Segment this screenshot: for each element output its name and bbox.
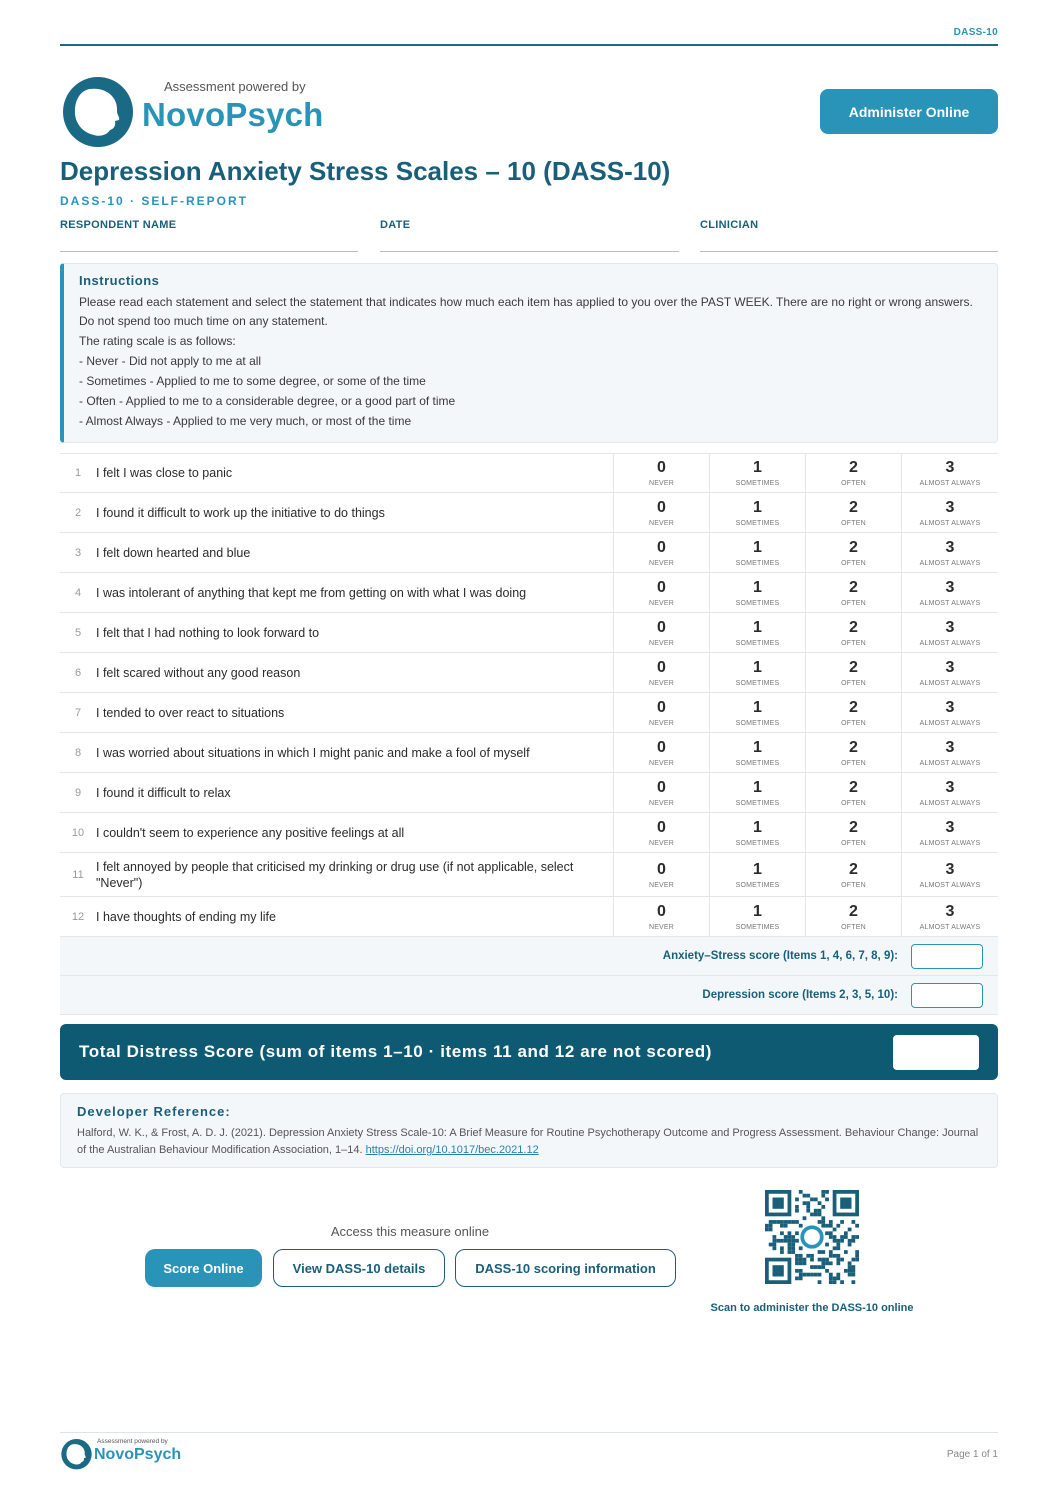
response-option[interactable] xyxy=(806,533,902,572)
option-label: OFTEN xyxy=(841,799,866,807)
scale-line: - Sometimes - Applied to me to some degree, or some of the time xyxy=(79,374,426,388)
head-profile-icon xyxy=(60,75,136,148)
logo-wordmark: NovoPsych xyxy=(142,96,324,133)
response-option[interactable] xyxy=(710,773,806,812)
response-option[interactable] xyxy=(902,853,998,896)
item-row xyxy=(60,773,998,813)
option-label: SOMETIMES xyxy=(735,480,780,487)
response-option[interactable] xyxy=(902,493,998,532)
option-value: 2 xyxy=(849,818,858,836)
option-value: 1 xyxy=(753,538,762,556)
option-label: NEVER xyxy=(648,639,675,647)
item-row xyxy=(60,897,998,937)
option-label: OFTEN xyxy=(841,599,866,607)
item-number: 5 xyxy=(74,626,82,639)
option-label: SOMETIMES xyxy=(735,639,780,647)
item-number: 8 xyxy=(74,746,82,759)
response-option[interactable] xyxy=(806,813,902,852)
option-label: SOMETIMES xyxy=(735,719,780,727)
option-label: ALMOST ALWAYS xyxy=(919,839,981,847)
item-statement: I was worried about situations in which I might panic and make a fool of myself xyxy=(96,733,614,772)
option-label: OFTEN xyxy=(841,679,866,687)
option-label: OFTEN xyxy=(841,719,866,727)
item-row xyxy=(60,613,998,653)
footer-wordmark: NovoPsych xyxy=(94,1446,182,1463)
option-label: OFTEN xyxy=(841,923,866,931)
item-statement: I felt that I had nothing to look forward to xyxy=(96,613,614,652)
option-value: 3 xyxy=(945,618,955,636)
item-number: 4 xyxy=(74,586,82,599)
administer-online-button[interactable]: Administer Online xyxy=(820,89,998,134)
option-label: SOMETIMES xyxy=(735,759,780,767)
option-label: ALMOST ALWAYS xyxy=(919,599,981,607)
item-statement: I felt annoyed by people that criticised my drinking or drug use (if not applicable, select "Never") xyxy=(96,853,614,896)
option-label: NEVER xyxy=(648,599,675,607)
item-statement: I tended to over react to situations xyxy=(96,693,614,732)
option-label: ALMOST ALWAYS xyxy=(919,679,981,687)
option-label: OFTEN xyxy=(841,519,866,527)
option-value: 2 xyxy=(849,538,858,556)
response-option[interactable] xyxy=(614,733,710,772)
response-option[interactable] xyxy=(806,653,902,692)
item-row xyxy=(60,813,998,853)
option-value: 0 xyxy=(657,902,666,920)
option-value: 2 xyxy=(849,459,858,476)
response-option[interactable] xyxy=(710,733,806,772)
item-number: 3 xyxy=(74,546,82,559)
scale-line: - Almost Always - Applied to me very much, or most of the time xyxy=(79,414,412,428)
option-label: SOMETIMES xyxy=(735,599,780,607)
page-number: Page 1 of 1 xyxy=(946,1449,998,1460)
option-value: 2 xyxy=(849,860,858,878)
option-value: 3 xyxy=(945,738,955,756)
option-label: NEVER xyxy=(648,881,675,889)
option-label: SOMETIMES xyxy=(735,799,780,807)
option-label: OFTEN xyxy=(841,839,866,847)
option-label: SOMETIMES xyxy=(735,839,780,847)
scale-line: - Never - Did not apply to me at all xyxy=(79,354,262,368)
option-label: SOMETIMES xyxy=(735,923,780,931)
option-label: NEVER xyxy=(648,519,675,527)
option-label: NEVER xyxy=(648,923,675,931)
item-row xyxy=(60,453,998,493)
item-statement: I couldn't seem to experience any positive feelings at all xyxy=(96,813,614,852)
response-option[interactable] xyxy=(710,853,806,896)
total-score-box[interactable] xyxy=(893,1035,979,1070)
option-label: OFTEN xyxy=(841,881,866,889)
response-option[interactable] xyxy=(902,613,998,652)
option-label: OFTEN xyxy=(841,759,866,767)
instructions-scale-intro: The rating scale is as follows: xyxy=(79,334,236,348)
response-option[interactable] xyxy=(806,454,902,492)
option-label: ALMOST ALWAYS xyxy=(919,881,981,889)
total-distress-bar xyxy=(60,1024,998,1080)
response-option[interactable] xyxy=(710,653,806,692)
response-option[interactable] xyxy=(614,573,710,612)
item-row xyxy=(60,493,998,533)
option-value: 0 xyxy=(657,578,666,596)
option-value: 3 xyxy=(945,860,955,878)
depression-score-row xyxy=(60,976,998,1015)
response-option[interactable] xyxy=(806,613,902,652)
response-option[interactable] xyxy=(806,493,902,532)
response-option[interactable] xyxy=(806,897,902,936)
date-label: DATE xyxy=(380,219,411,231)
option-label: SOMETIMES xyxy=(735,679,780,687)
response-option[interactable] xyxy=(710,454,806,492)
item-row xyxy=(60,573,998,613)
item-row xyxy=(60,853,998,897)
option-value: 2 xyxy=(849,578,858,596)
response-option[interactable] xyxy=(614,693,710,732)
scale-line: - Often - Applied to me to a considerable degree, or a good part of time xyxy=(79,394,456,408)
option-value: 0 xyxy=(657,618,666,636)
access-online-label: Access this measure online xyxy=(330,1224,490,1239)
form-code-tag: DASS-10 xyxy=(953,27,998,38)
option-value: 1 xyxy=(753,698,762,716)
option-value: 1 xyxy=(753,778,762,796)
developer-reference xyxy=(60,1093,998,1168)
option-value: 3 xyxy=(945,698,955,716)
depression-score-box[interactable] xyxy=(911,983,983,1008)
item-statement: I felt I was close to panic xyxy=(96,454,614,492)
response-option[interactable] xyxy=(902,653,998,692)
option-label: ALMOST ALWAYS xyxy=(919,519,981,527)
item-statement: I found it difficult to relax xyxy=(96,773,614,812)
option-value: 3 xyxy=(945,658,955,676)
score-online-button[interactable]: Score Online xyxy=(145,1249,262,1287)
response-option[interactable] xyxy=(710,493,806,532)
clinician-label: CLINICIAN xyxy=(700,219,759,231)
response-option[interactable] xyxy=(614,897,710,936)
depression-score-label: Depression score (Items 2, 3, 5, 10): xyxy=(702,989,898,1001)
item-statement: I have thoughts of ending my life xyxy=(96,897,614,936)
footer-powered-by: Assessment powered by xyxy=(97,1438,168,1445)
option-label: SOMETIMES xyxy=(735,881,780,889)
option-label: NEVER xyxy=(648,719,675,727)
item-statement: I was intolerant of anything that kept me from getting on with what I was doing xyxy=(96,573,614,612)
response-option[interactable] xyxy=(614,493,710,532)
option-value: 1 xyxy=(753,459,762,476)
item-row xyxy=(60,733,998,773)
item-number: 9 xyxy=(74,786,82,799)
bottom-divider xyxy=(60,1432,998,1433)
option-value: 2 xyxy=(849,658,858,676)
item-statement: I felt down hearted and blue xyxy=(96,533,614,572)
item-number: 1 xyxy=(74,467,82,479)
response-option[interactable] xyxy=(902,733,998,772)
footer-logo xyxy=(60,1437,190,1473)
option-value: 2 xyxy=(849,618,858,636)
item-statement: I found it difficult to work up the initiative to do things xyxy=(96,493,614,532)
response-option[interactable] xyxy=(710,613,806,652)
response-option[interactable] xyxy=(902,813,998,852)
response-option[interactable] xyxy=(614,653,710,692)
item-number: 12 xyxy=(71,910,85,923)
option-value: 1 xyxy=(753,658,762,676)
response-option[interactable] xyxy=(902,897,998,936)
response-option[interactable] xyxy=(614,533,710,572)
option-value: 3 xyxy=(945,578,955,596)
item-number: 6 xyxy=(74,666,82,679)
option-label: ALMOST ALWAYS xyxy=(919,480,981,487)
response-option[interactable] xyxy=(902,773,998,812)
response-option[interactable] xyxy=(806,573,902,612)
option-label: OFTEN xyxy=(841,480,866,487)
option-value: 0 xyxy=(657,459,666,476)
item-statement: I felt scared without any good reason xyxy=(96,653,614,692)
response-option[interactable] xyxy=(806,733,902,772)
option-value: 0 xyxy=(657,860,666,878)
respondent-name-label: RESPONDENT NAME xyxy=(60,219,177,231)
novopsych-logo xyxy=(60,72,350,150)
option-label: ALMOST ALWAYS xyxy=(919,923,981,931)
response-option[interactable] xyxy=(902,454,998,492)
item-number: 11 xyxy=(72,868,84,881)
view-details-button[interactable]: View DASS-10 details xyxy=(273,1249,445,1287)
anxiety-stress-score-box[interactable] xyxy=(911,944,983,969)
total-distress-label: Total Distress Score (sum of items 1–10 · items 11 and 12 are not scored) xyxy=(79,1042,713,1061)
option-value: 1 xyxy=(753,902,762,920)
response-option[interactable] xyxy=(614,813,710,852)
option-label: ALMOST ALWAYS xyxy=(919,799,981,807)
option-value: 2 xyxy=(849,902,858,920)
option-value: 0 xyxy=(657,538,666,556)
option-label: SOMETIMES xyxy=(735,519,780,527)
item-number: 2 xyxy=(74,506,82,519)
citation-text: Halford, W. K., & Frost, A. D. J. (2021). Depression Anxiety Stress Scale-10: A Brief Measure for Routine Psychotherapy Outcome and Progress Assessment. Behaviour Change: Journal of the Australian Behaviour Modification Association, 1–14. xyxy=(77,1127,979,1156)
item-number: 10 xyxy=(71,826,85,839)
page-subtitle: DASS-10 · SELF-REPORT xyxy=(60,194,249,208)
top-divider xyxy=(60,44,998,46)
response-option[interactable] xyxy=(902,573,998,612)
developer-reference-title: Developer Reference: xyxy=(77,1104,231,1119)
option-value: 0 xyxy=(657,738,666,756)
response-option[interactable] xyxy=(710,533,806,572)
instructions-text: Please read each statement and select the statement that indicates how much each item has applied to you over the PAST WEEK. There are no right or wrong answers. Do not spend too much time on any statement. xyxy=(79,295,973,328)
footer-head-profile-icon xyxy=(60,1438,93,1470)
item-row xyxy=(60,693,998,733)
option-label: ALMOST ALWAYS xyxy=(919,759,981,767)
option-label: NEVER xyxy=(648,679,675,687)
response-option[interactable] xyxy=(902,533,998,572)
item-number: 7 xyxy=(74,706,82,719)
option-value: 3 xyxy=(945,498,955,516)
response-option[interactable] xyxy=(614,613,710,652)
option-label: ALMOST ALWAYS xyxy=(919,719,981,727)
response-option[interactable] xyxy=(710,897,806,936)
option-value: 2 xyxy=(849,698,858,716)
response-option[interactable] xyxy=(902,693,998,732)
response-option[interactable] xyxy=(806,693,902,732)
response-option[interactable] xyxy=(614,773,710,812)
response-option[interactable] xyxy=(710,813,806,852)
option-label: ALMOST ALWAYS xyxy=(919,639,981,647)
option-value: 3 xyxy=(945,902,955,920)
item-table xyxy=(60,453,998,1015)
option-value: 3 xyxy=(945,538,955,556)
option-label: NEVER xyxy=(648,839,675,847)
option-value: 3 xyxy=(945,818,955,836)
respondent-name-field[interactable] xyxy=(60,219,358,252)
option-value: 2 xyxy=(849,778,858,796)
option-label: NEVER xyxy=(648,480,675,487)
option-label: ALMOST ALWAYS xyxy=(919,559,981,567)
option-value: 1 xyxy=(753,618,762,636)
page-title: Depression Anxiety Stress Scales – 10 (DASS-10) xyxy=(60,156,671,186)
option-value: 0 xyxy=(657,698,666,716)
qr-caption: Scan to administer the DASS-10 online xyxy=(710,1302,914,1314)
clinician-field[interactable] xyxy=(700,219,998,252)
response-option[interactable] xyxy=(614,454,710,492)
option-value: 3 xyxy=(945,459,955,476)
response-option[interactable] xyxy=(710,573,806,612)
option-label: NEVER xyxy=(648,799,675,807)
doi-link[interactable]: https://doi.org/10.1017/bec.2021.12 xyxy=(365,1144,539,1156)
response-option[interactable] xyxy=(806,853,902,896)
option-label: NEVER xyxy=(648,559,675,567)
date-field[interactable] xyxy=(380,219,679,252)
option-label: SOMETIMES xyxy=(735,559,780,567)
logo-powered-by: Assessment powered by xyxy=(164,79,306,94)
item-row xyxy=(60,653,998,693)
option-value: 0 xyxy=(657,818,666,836)
option-value: 0 xyxy=(657,778,666,796)
option-value: 1 xyxy=(753,738,762,756)
qr-code-icon[interactable] xyxy=(765,1190,859,1284)
option-label: OFTEN xyxy=(841,639,866,647)
option-label: NEVER xyxy=(648,759,675,767)
instructions-title: Instructions xyxy=(79,273,160,288)
option-value: 0 xyxy=(657,658,666,676)
anxiety-stress-score-row xyxy=(60,937,998,976)
response-option[interactable] xyxy=(614,853,710,896)
response-option[interactable] xyxy=(806,773,902,812)
item-row xyxy=(60,533,998,573)
option-label: OFTEN xyxy=(841,559,866,567)
option-value: 3 xyxy=(945,778,955,796)
option-value: 1 xyxy=(753,818,762,836)
response-option[interactable] xyxy=(710,693,806,732)
option-value: 2 xyxy=(849,738,858,756)
scoring-information-button[interactable]: DASS-10 scoring information xyxy=(455,1249,676,1287)
developer-citation xyxy=(77,1125,981,1159)
option-value: 0 xyxy=(657,498,666,516)
option-value: 2 xyxy=(849,498,858,516)
instructions-panel xyxy=(60,263,998,443)
option-value: 1 xyxy=(753,498,762,516)
anxiety-stress-score-label: Anxiety–Stress score (Items 1, 4, 6, 7, 8, 9): xyxy=(662,950,898,962)
option-value: 1 xyxy=(753,860,762,878)
option-value: 1 xyxy=(753,578,762,596)
